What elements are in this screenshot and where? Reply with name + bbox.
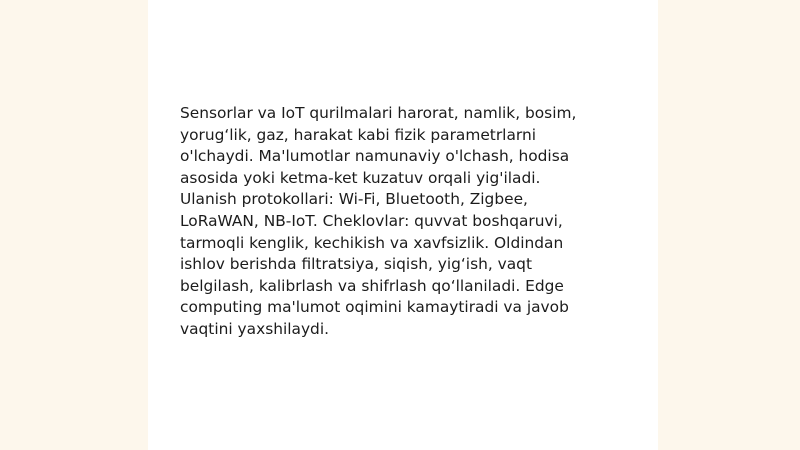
paragraph-line: belgilash, kalibrlash va shifrlash qo‘llaniladi. Edge <box>180 276 564 295</box>
paragraph-line: Ulanish protokollari: Wi-Fi, Bluetooth, Zigbee, <box>180 190 528 209</box>
document-page <box>148 0 658 450</box>
body-paragraph <box>180 103 630 341</box>
paragraph-line: LoRaWAN, NB-IoT. Cheklovlar: quvvat boshqaruvi, <box>180 211 563 230</box>
paragraph-line: Sensorlar va IoT qurilmalari harorat, namlik, bosim, <box>180 104 577 122</box>
paragraph-line: tarmoqli kenglik, kechikish va xavfsizlik. Oldindan <box>180 233 564 252</box>
paragraph-line: computing ma'lumot oqimini kamaytiradi va javob <box>180 298 569 317</box>
paragraph-line: yorug‘lik, gaz, harakat kabi fizik parametrlarni <box>180 125 536 144</box>
paragraph-line: ishlov berishda filtratsiya, siqish, yig‘ish, vaqt <box>180 255 532 274</box>
paragraph-line: vaqtini yaxshilaydi. <box>180 319 329 338</box>
paragraph-line: asosida yoki ketma-ket kuzatuv orqali yig'iladi. <box>180 168 541 187</box>
paragraph-line: o'lchaydi. Ma'lumotlar namunaviy o'lchash, hodisa <box>180 147 570 166</box>
